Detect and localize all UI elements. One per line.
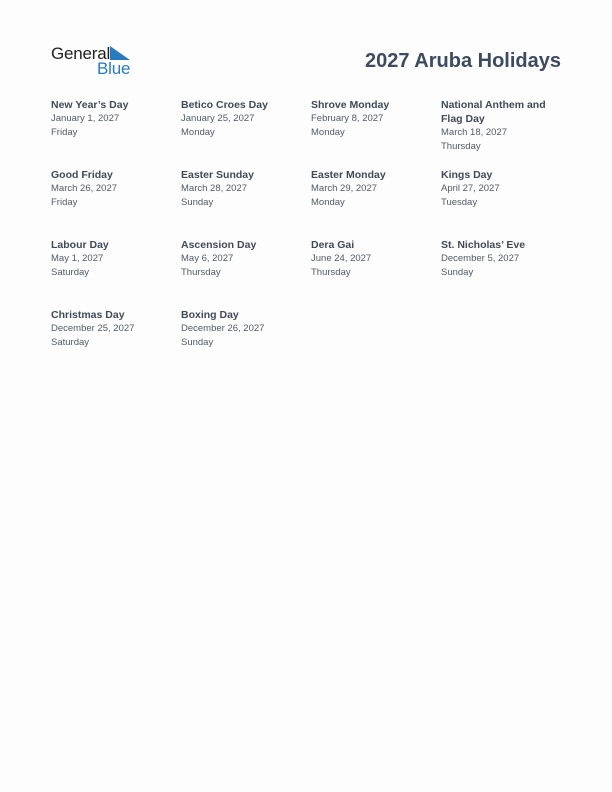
holiday-date: March 28, 2027 <box>181 183 248 194</box>
holiday-weekday: Thursday <box>181 266 221 278</box>
holiday-weekday: Tuesday <box>441 196 478 208</box>
holiday-weekday: Monday <box>181 126 215 138</box>
holiday-name: Kings Day <box>441 169 493 181</box>
holiday-weekday: Monday <box>311 126 345 138</box>
holiday-date: December 26, 2027 <box>181 323 265 334</box>
holiday-entry <box>181 308 306 349</box>
holiday-weekday: Thursday <box>311 266 351 278</box>
holiday-entry <box>51 308 176 349</box>
holiday-entry <box>311 98 436 139</box>
holiday-entry <box>181 238 306 279</box>
holiday-date: January 1, 2027 <box>51 113 120 124</box>
holiday-date: February 8, 2027 <box>311 113 384 124</box>
holiday-date: June 24, 2027 <box>311 253 372 264</box>
holiday-entry <box>51 168 176 209</box>
holiday-date: December 5, 2027 <box>441 253 520 264</box>
holiday-entry <box>51 98 176 139</box>
holiday-weekday: Sunday <box>181 196 214 208</box>
holiday-name: Easter Sunday <box>181 169 254 181</box>
page-title: 2027 Aruba Holidays <box>364 50 561 72</box>
holiday-entry <box>311 168 436 209</box>
holiday-entry <box>311 238 436 279</box>
holiday-entry <box>441 168 561 209</box>
holiday-date: May 1, 2027 <box>51 253 104 264</box>
holiday-entry <box>181 98 306 139</box>
holiday-weekday: Monday <box>311 196 345 208</box>
holiday-name: Betico Croes Day <box>181 99 268 111</box>
holiday-name: Shrove Monday <box>311 99 390 111</box>
holiday-weekday: Thursday <box>441 140 481 152</box>
holiday-date: January 25, 2027 <box>181 113 255 124</box>
holiday-name: Good Friday <box>51 169 113 181</box>
holiday-weekday: Saturday <box>51 266 90 278</box>
holiday-name: Christmas Day <box>51 309 125 321</box>
holiday-date: March 29, 2027 <box>311 183 378 194</box>
holiday-name: New Year’s Day <box>51 99 129 111</box>
holiday-date: March 18, 2027 <box>441 127 508 138</box>
holiday-weekday: Friday <box>51 126 78 138</box>
holiday-name: National Anthem and Flag Day <box>441 99 546 125</box>
holiday-name: Boxing Day <box>181 309 239 321</box>
logo-text-general: General <box>51 44 111 63</box>
holiday-date: December 25, 2027 <box>51 323 135 334</box>
holiday-name: Labour Day <box>51 239 109 251</box>
holiday-weekday: Friday <box>51 196 78 208</box>
logo-triangle-icon <box>110 46 130 60</box>
holiday-weekday: Saturday <box>51 336 90 348</box>
holiday-entry <box>51 238 176 279</box>
holiday-name: Dera Gai <box>311 239 355 251</box>
logo-text-blue: Blue <box>97 59 131 78</box>
holiday-entry <box>181 168 306 209</box>
holiday-entry <box>441 238 561 279</box>
holiday-name: St. Nicholas’ Eve <box>441 239 526 251</box>
holiday-entry <box>441 98 561 153</box>
holiday-name: Ascension Day <box>181 239 257 251</box>
generalblue-logo <box>51 44 141 78</box>
holiday-weekday: Sunday <box>181 336 214 348</box>
holiday-date: April 27, 2027 <box>441 183 500 194</box>
holiday-date: May 6, 2027 <box>181 253 234 264</box>
holiday-date: March 26, 2027 <box>51 183 118 194</box>
holiday-weekday: Sunday <box>441 266 474 278</box>
holiday-name: Easter Monday <box>311 169 386 181</box>
